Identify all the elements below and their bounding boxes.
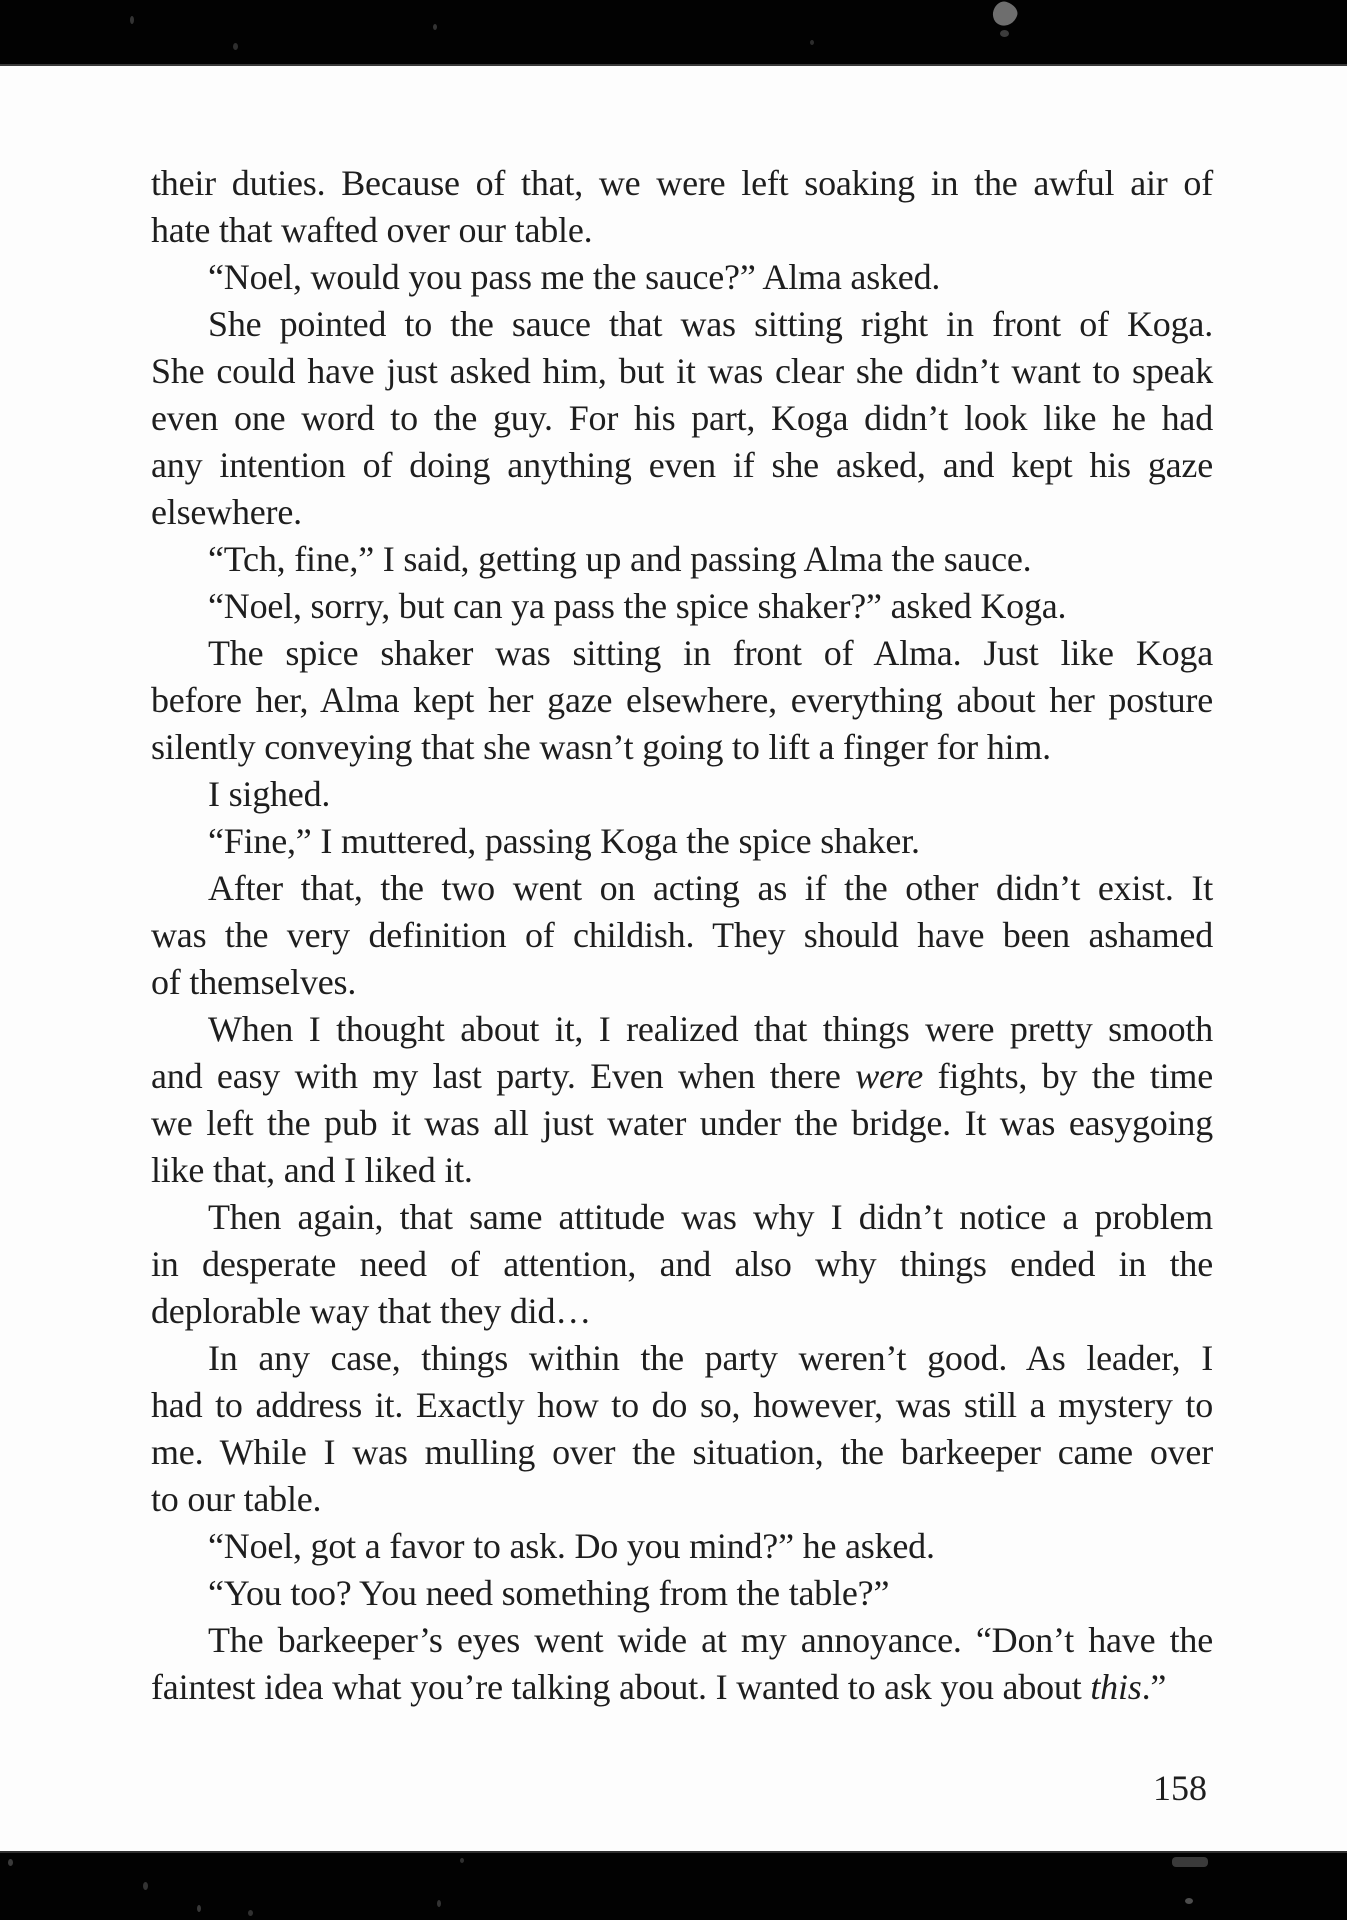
dust-speck — [233, 43, 238, 50]
dust-speck — [460, 1858, 464, 1863]
paragraph — [151, 818, 1213, 865]
paragraph — [151, 583, 1213, 630]
text-line: had to address it. Exactly how to do so, however, was still a mystery to — [151, 1385, 1213, 1425]
scan-border-bottom — [0, 1851, 1347, 1920]
scan-border-top — [0, 0, 1347, 66]
dust-speck — [8, 1859, 13, 1866]
text-line: “Noel, would you pass me the sauce?” Alma asked. — [208, 257, 941, 297]
dust-speck — [1185, 1898, 1193, 1904]
paragraph — [151, 301, 1213, 536]
text-line: before her, Alma kept her gaze elsewhere, everything about her posture — [151, 680, 1213, 720]
paragraph — [151, 771, 1213, 818]
dust-speck — [810, 40, 814, 45]
dust-speck — [1172, 1857, 1208, 1867]
text-line: me. While I was mulling over the situation, the barkeeper came over — [151, 1432, 1213, 1472]
page-number: 158 — [1153, 1768, 1207, 1808]
dust-speck — [433, 24, 437, 30]
text-line: She pointed to the sauce that was sitting right in front of Koga. — [208, 304, 1213, 344]
text-line: hate that wafted over our table. — [151, 210, 593, 250]
dust-speck — [1000, 30, 1009, 37]
text-line: deplorable way that they did… — [151, 1291, 592, 1331]
text-line: silently conveying that she wasn’t going to lift a finger for him. — [151, 727, 1051, 767]
text-line: was the very definition of childish. They should have been ashamed — [151, 915, 1213, 955]
paragraph — [151, 1335, 1213, 1523]
dust-speck — [143, 1882, 148, 1890]
paragraph — [151, 1617, 1213, 1711]
text-line: of themselves. — [151, 962, 357, 1002]
paragraph — [151, 1523, 1213, 1570]
dust-speck — [437, 1900, 441, 1907]
text-line: any intention of doing anything even if she asked, and kept his gaze — [151, 445, 1213, 485]
paragraph — [151, 1194, 1213, 1335]
text-line: “You too? You need something from the table?” — [208, 1573, 890, 1613]
text-line: When I thought about it, I realized that things were pretty smooth — [208, 1009, 1213, 1049]
text-line: “Fine,” I muttered, passing Koga the spice shaker. — [208, 821, 920, 861]
dust-speck — [197, 1905, 201, 1912]
paragraph — [151, 865, 1213, 1006]
dust-speck — [130, 16, 134, 24]
text-line: The barkeeper’s eyes went wide at my annoyance. “Don’t have the — [208, 1620, 1213, 1660]
text-line: I sighed. — [208, 774, 331, 814]
body-text — [151, 160, 1213, 1711]
text-line: their duties. Because of that, we were left soaking in the awful air of — [151, 163, 1213, 203]
text-line: to our table. — [151, 1479, 322, 1519]
text-line: The spice shaker was sitting in front of Alma. Just like Koga — [208, 633, 1213, 673]
text-line: we left the pub it was all just water under the bridge. It was easygoing — [151, 1103, 1213, 1143]
paragraph — [151, 160, 1213, 254]
text-line: “Noel, got a favor to ask. Do you mind?” he asked. — [208, 1526, 935, 1566]
text-line: In any case, things within the party weren’t good. As leader, I — [208, 1338, 1213, 1378]
scan-smudge — [990, 0, 1020, 29]
text-line: even one word to the guy. For his part, Koga didn’t look like he had — [151, 398, 1213, 438]
paragraph — [151, 254, 1213, 301]
paragraph — [151, 1570, 1213, 1617]
text-line: Then again, that same attitude was why I didn’t notice a problem — [208, 1197, 1213, 1237]
text-line: “Noel, sorry, but can ya pass the spice shaker?” asked Koga. — [208, 586, 1067, 626]
text-line: elsewhere. — [151, 492, 302, 532]
text-line: After that, the two went on acting as if the other didn’t exist. It — [208, 868, 1213, 908]
text-line: and easy with my last party. Even when there were fights, by the time — [151, 1056, 1214, 1096]
text-line: in desperate need of attention, and also why things ended in the — [151, 1244, 1213, 1284]
text-line: like that, and I liked it. — [151, 1150, 473, 1190]
paragraph — [151, 630, 1213, 771]
paragraph — [151, 536, 1213, 583]
dust-speck — [248, 1910, 253, 1916]
text-line: She could have just asked him, but it was clear she didn’t want to speak — [151, 351, 1213, 391]
text-line: “Tch, fine,” I said, getting up and passing Alma the sauce. — [208, 539, 1032, 579]
paragraph — [151, 1006, 1213, 1194]
text-line: faintest idea what you’re talking about. I wanted to ask you about this.” — [151, 1667, 1167, 1707]
